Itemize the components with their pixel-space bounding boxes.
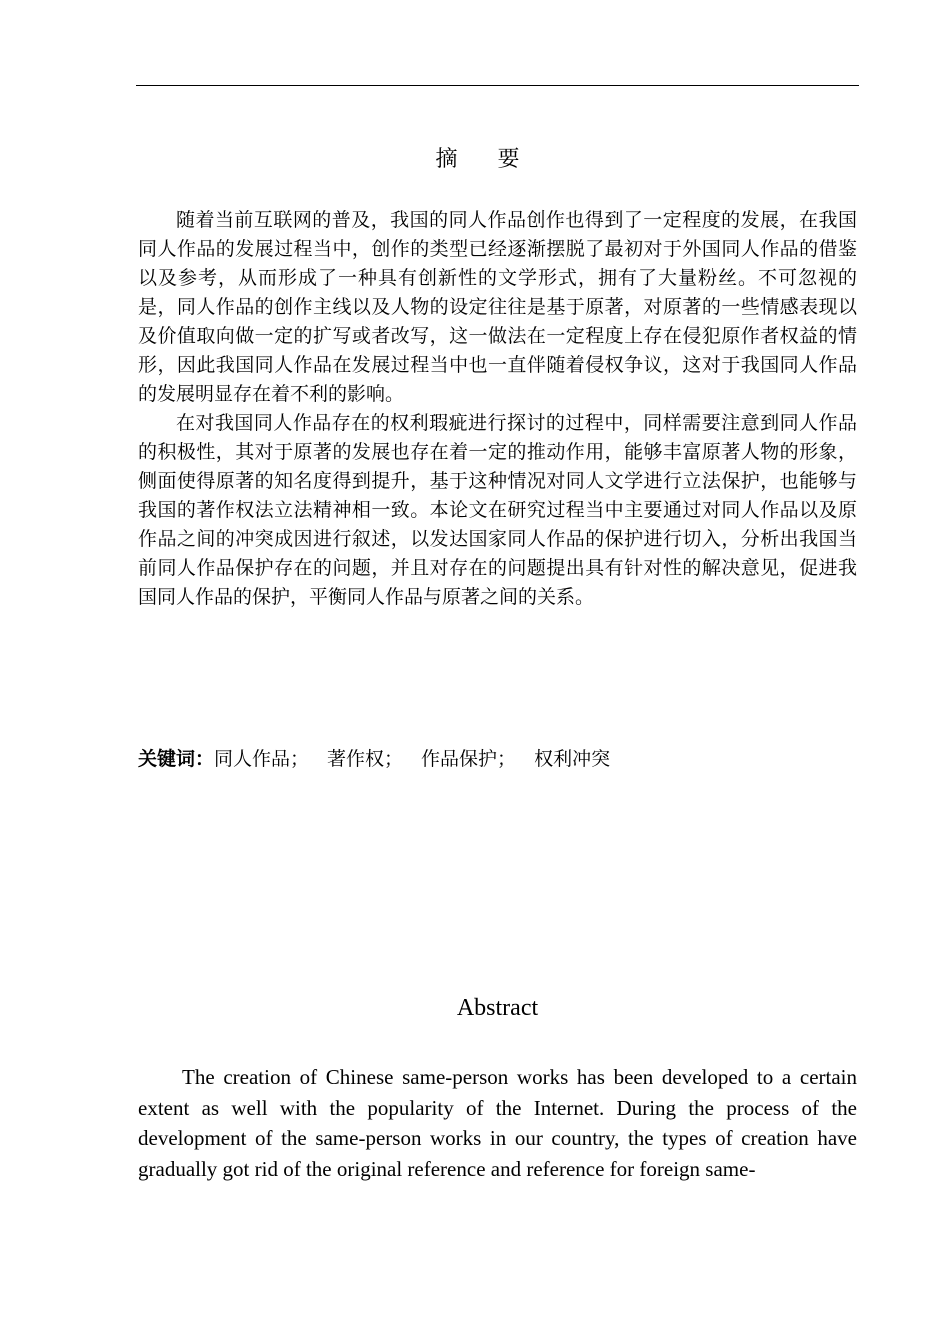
keyword-item: 作品保护； (421, 748, 517, 770)
keywords-line (138, 745, 610, 774)
header-rule (136, 85, 859, 86)
keyword-item: 权利冲突 (534, 748, 611, 770)
abstract-cn-title: 摘要 (435, 147, 560, 172)
abstract-en-title: Abstract (456, 995, 539, 1021)
abstract-en-paragraph-1: The creation of Chinese same-person works has been developed to a certain extent as well with the popularity of the Internet. During the process of the development of the same-person works in our country, the types of creation have gradually got rid of the original reference and reference for foreign same- (138, 1065, 857, 1182)
keyword-item: 著作权； (327, 748, 404, 770)
keywords-label: 关键词： (138, 748, 215, 770)
keyword-item: 同人作品； (214, 748, 310, 770)
abstract-cn-paragraph-2: 在对我国同人作品存在的权利瑕疵进行探讨的过程中，同样需要注意到同人作品的积极性，其对于原著的发展也存在着一定的推动作用，能够丰富原著人物的形象，侧面使得原著的知名度得到提升，基于这种情况对同人文学进行立法保护，也能够与我国的著作权法立法精神相一致。本论文在研究过程当中主要通过对同人作品以及原作品之间的冲突成因进行叙述，以发达国家同人作品的保护进行切入，分析出我国当前同人作品保护存在的问题，并且对存在的问题提出具有针对性的解决意见，促进我国同人作品的保护，平衡同人作品与原著之间的关系。 (138, 412, 857, 608)
abstract-cn-body (138, 206, 857, 612)
abstract-cn-paragraph-1: 随着当前互联网的普及，我国的同人作品创作也得到了一定程度的发展，在我国同人作品的发展过程当中，创作的类型已经逐渐摆脱了最初对于外国同人作品的借鉴以及参考，从而形成了一种具有创新性的文学形式，拥有了大量粉丝。不可忽视的是，同人作品的创作主线以及人物的设定往往是基于原著，对原著的一些情感表现以及价值取向做一定的扩写或者改写，这一做法在一定程度上存在侵犯原作者权益的情形，因此我国同人作品在发展过程当中也一直伴随着侵权争议，这对于我国同人作品的发展明显存在着不利的影响。 (138, 209, 857, 405)
abstract-en-body (138, 1062, 857, 1185)
